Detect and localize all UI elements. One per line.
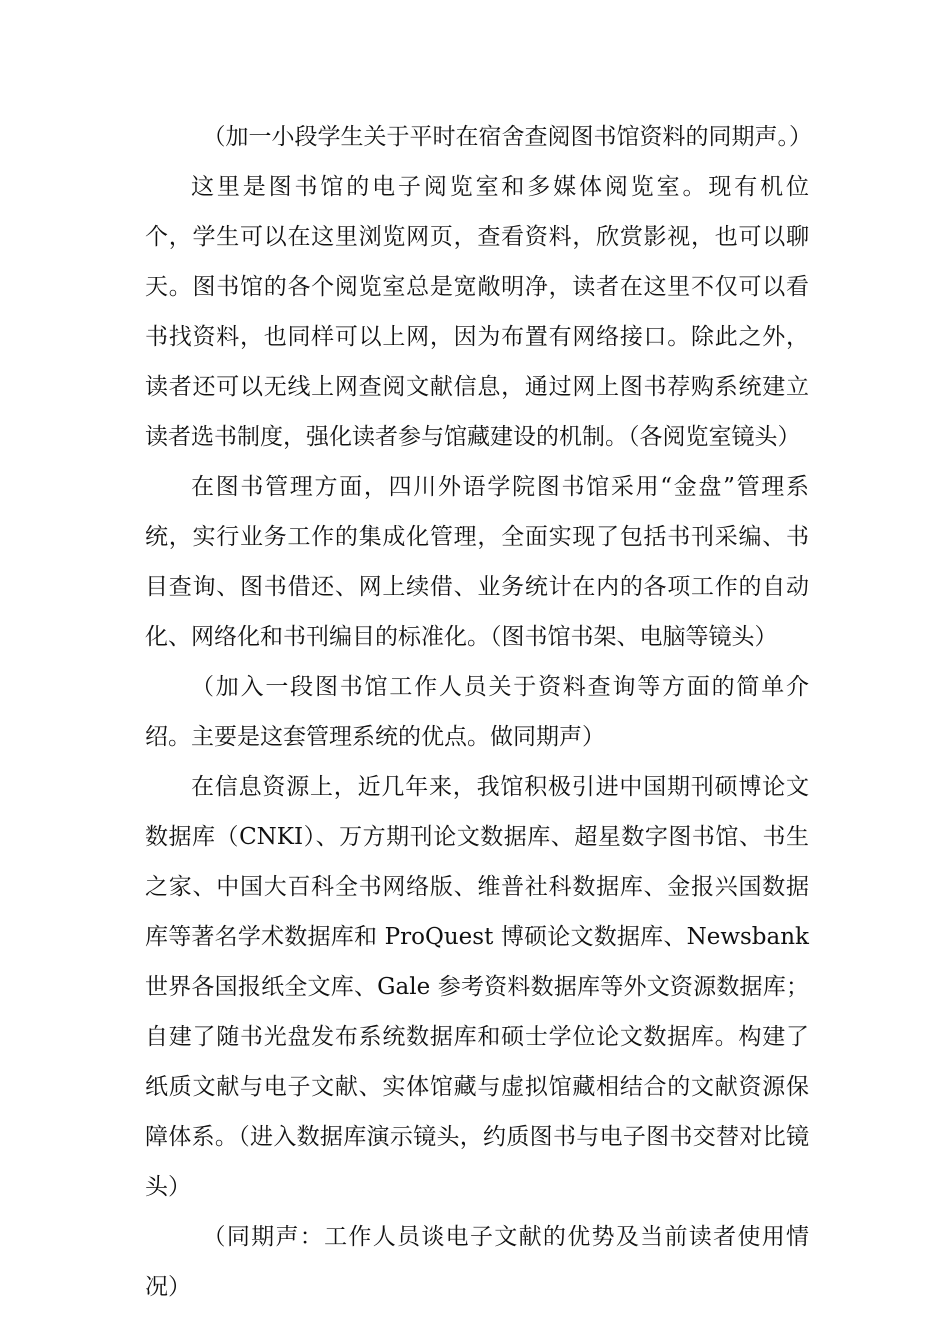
document-page: [145, 112, 855, 1312]
paragraph-student-note: （加一小段学生关于平时在宿舍查阅图书馆资料的同期声。）: [202, 124, 812, 150]
paragraph-electronic-note: （同期声：工作人员谈电子文献的优势及当前读者使用情况）: [145, 1224, 809, 1300]
paragraph-management-system: 在图书管理方面，四川外语学院图书馆采用“金盘”管理系统，实行业务工作的集成化管理，全面实现了包括书刊采编、书目查询、图书借还、网上续借、业务统计在内的各项工作的自动化、网络化和书刊编目的标准化。（图书馆书架、电脑等镜头）: [145, 474, 809, 650]
paragraph-information-resources: 在信息资源上，近几年来，我馆积极引进中国期刊硕博论文数据库（CNKI）、万方期刊论文数据库、超星数字图书馆、书生之家、中国大百科全书网络版、维普社科数据库、金报兴国数据库等著名学术数据库和 ProQuest 博硕论文数据库、Newsbank 世界各国报纸全文库、Gale 参考资料数据库等外文资源数据库；自建了随书光盘发布系统数据库和硕士学位论文数据库。构建了纸质文献与电子文献、实体馆藏与虚拟馆藏相结合的文献资源保障体系。（进入数据库演示镜头，约质图书与电子图书交替对比镜头）: [145, 774, 809, 1200]
paragraph-staff-note: （加入一段图书馆工作人员关于资料查询等方面的简单介绍。主要是这套管理系统的优点。做同期声）: [145, 674, 809, 750]
paragraph-reading-rooms: 这里是图书馆的电子阅览室和多媒体阅览室。现有机位 个，学生可以在这里浏览网页，查看资料，欣赏影视，也可以聊天。图书馆的各个阅览室总是宽敞明净，读者在这里不仅可以看书找资料，也同样可以上网，因为布置有网络接口。除此之外，读者还可以无线上网查阅文献信息，通过网上图书荐购系统建立读者选书制度，强化读者参与馆藏建设的机制。（各阅览室镜头）: [145, 174, 855, 450]
